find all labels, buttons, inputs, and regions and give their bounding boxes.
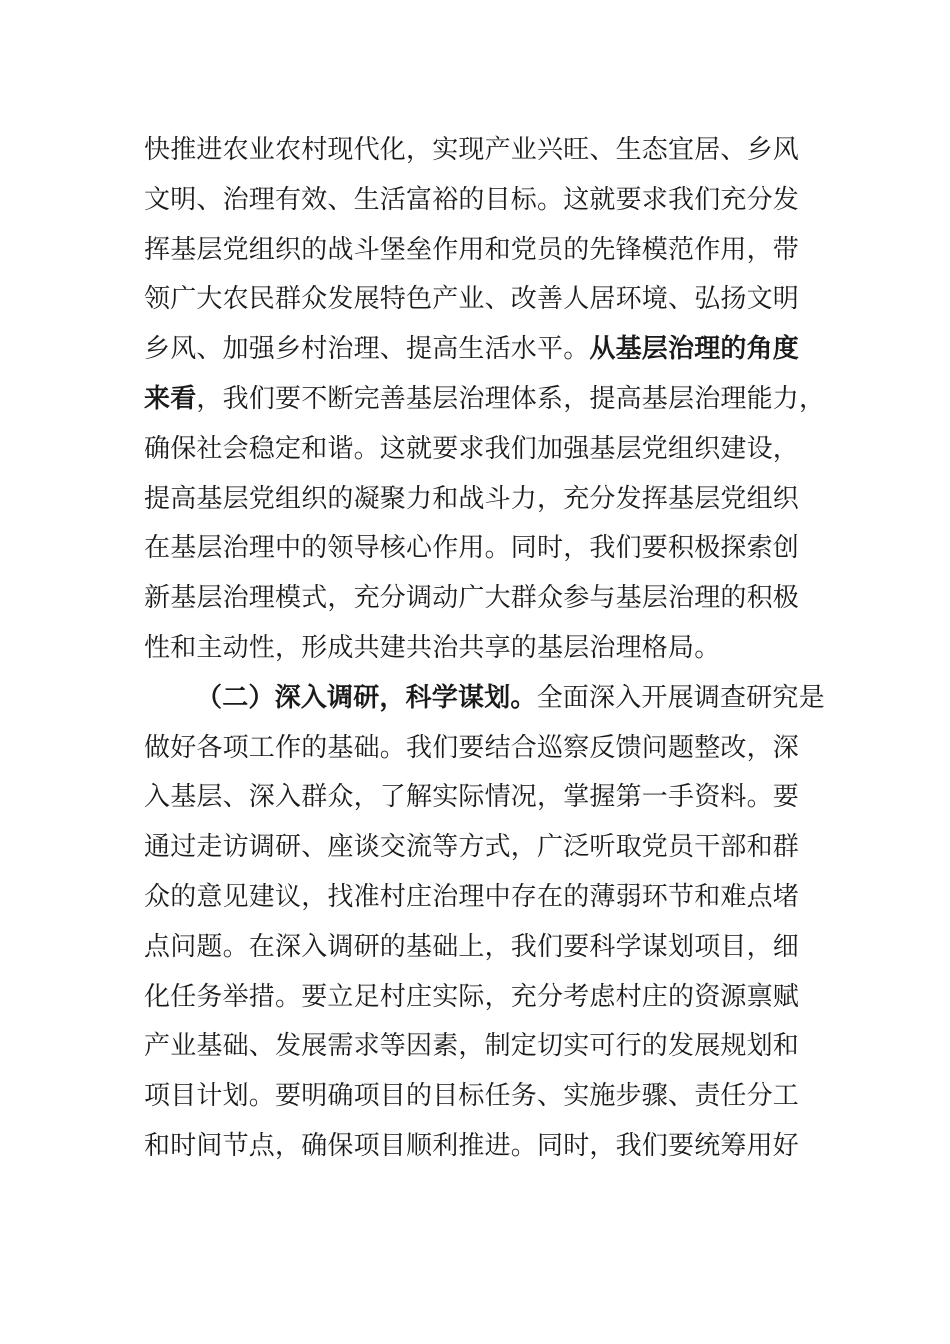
text-segment: 点问题。在深入调研的基础上，我们要科学谋划项目，细: [144, 931, 800, 962]
text-segment: 快推进农业农村现代化，实现产业兴旺、生态宜居、乡风: [144, 135, 800, 165]
text-line: [144, 1072, 844, 1122]
body-text: [144, 126, 844, 1172]
text-line: [144, 375, 844, 425]
text-segment: 乡风、加强乡村治理、提高生活水平。: [144, 334, 590, 365]
text-segment: 新基层治理模式，充分调动广大群众参与基层治理的积极: [144, 583, 800, 614]
text-line: [144, 325, 844, 375]
text-line: [144, 126, 844, 176]
text-segment: 领广大农民群众发展特色产业、改善人居环境、弘扬文明: [144, 284, 800, 315]
text-line: [144, 475, 844, 525]
bold-text-segment: （二）深入调研，科学谋划。: [196, 682, 537, 713]
text-segment: 众的意见建议，找准村庄治理中存在的薄弱环节和难点堵: [144, 881, 800, 912]
bold-text-segment: 来看: [144, 383, 197, 414]
text-line: [144, 275, 844, 325]
text-segment: 化任务举措。要立足村庄实际，充分考虑村庄的资源禀赋: [144, 981, 800, 1012]
text-line: [144, 425, 844, 475]
text-line: [144, 923, 844, 973]
text-segment: 全面深入开展调查研究是: [536, 682, 825, 713]
text-segment: 项目计划。要明确项目的目标任务、实施步骤、责任分工: [144, 1081, 800, 1112]
text-segment: 确保社会稳定和谐。这就要求我们加强基层党组织建设，: [144, 433, 800, 464]
text-segment: 和时间节点，确保项目顺利推进。同时，我们要统筹用好: [144, 1130, 800, 1161]
text-line: [144, 574, 844, 624]
text-line: [144, 624, 844, 674]
text-segment: 文明、治理有效、生活富裕的目标。这就要求我们充分发: [144, 184, 800, 215]
text-line: [144, 674, 844, 724]
text-segment: ，我们要不断完善基层治理体系，提高基层治理能力，: [196, 383, 826, 414]
text-segment: 挥基层党组织的战斗堡垒作用和党员的先锋模范作用，带: [144, 234, 800, 265]
text-line: [144, 226, 844, 276]
text-line: [144, 1022, 844, 1072]
bold-text-segment: 从基层治理的角度: [589, 334, 800, 365]
text-line: [144, 176, 844, 226]
text-line: [144, 724, 844, 774]
text-segment: 做好各项工作的基础。我们要结合巡察反馈问题整改，深: [144, 732, 800, 763]
text-line: [144, 973, 844, 1023]
text-segment: 性和主动性，形成共建共治共享的基层治理格局。: [144, 632, 721, 663]
text-segment: 产业基础、发展需求等因素，制定切实可行的发展规划和: [144, 1031, 800, 1062]
text-line: [144, 773, 844, 823]
text-segment: 在基层治理中的领导核心作用。同时，我们要积极探索创: [144, 533, 800, 564]
text-segment: 提高基层党组织的凝聚力和战斗力，充分发挥基层党组织: [144, 483, 800, 514]
text-segment: 入基层、深入群众，了解实际情况，掌握第一手资料。要: [144, 782, 800, 813]
text-line: [144, 873, 844, 923]
text-line: [144, 823, 844, 873]
text-segment: 通过走访调研、座谈交流等方式，广泛听取党员干部和群: [144, 832, 800, 863]
text-line: [144, 524, 844, 574]
text-line: [144, 1122, 844, 1172]
